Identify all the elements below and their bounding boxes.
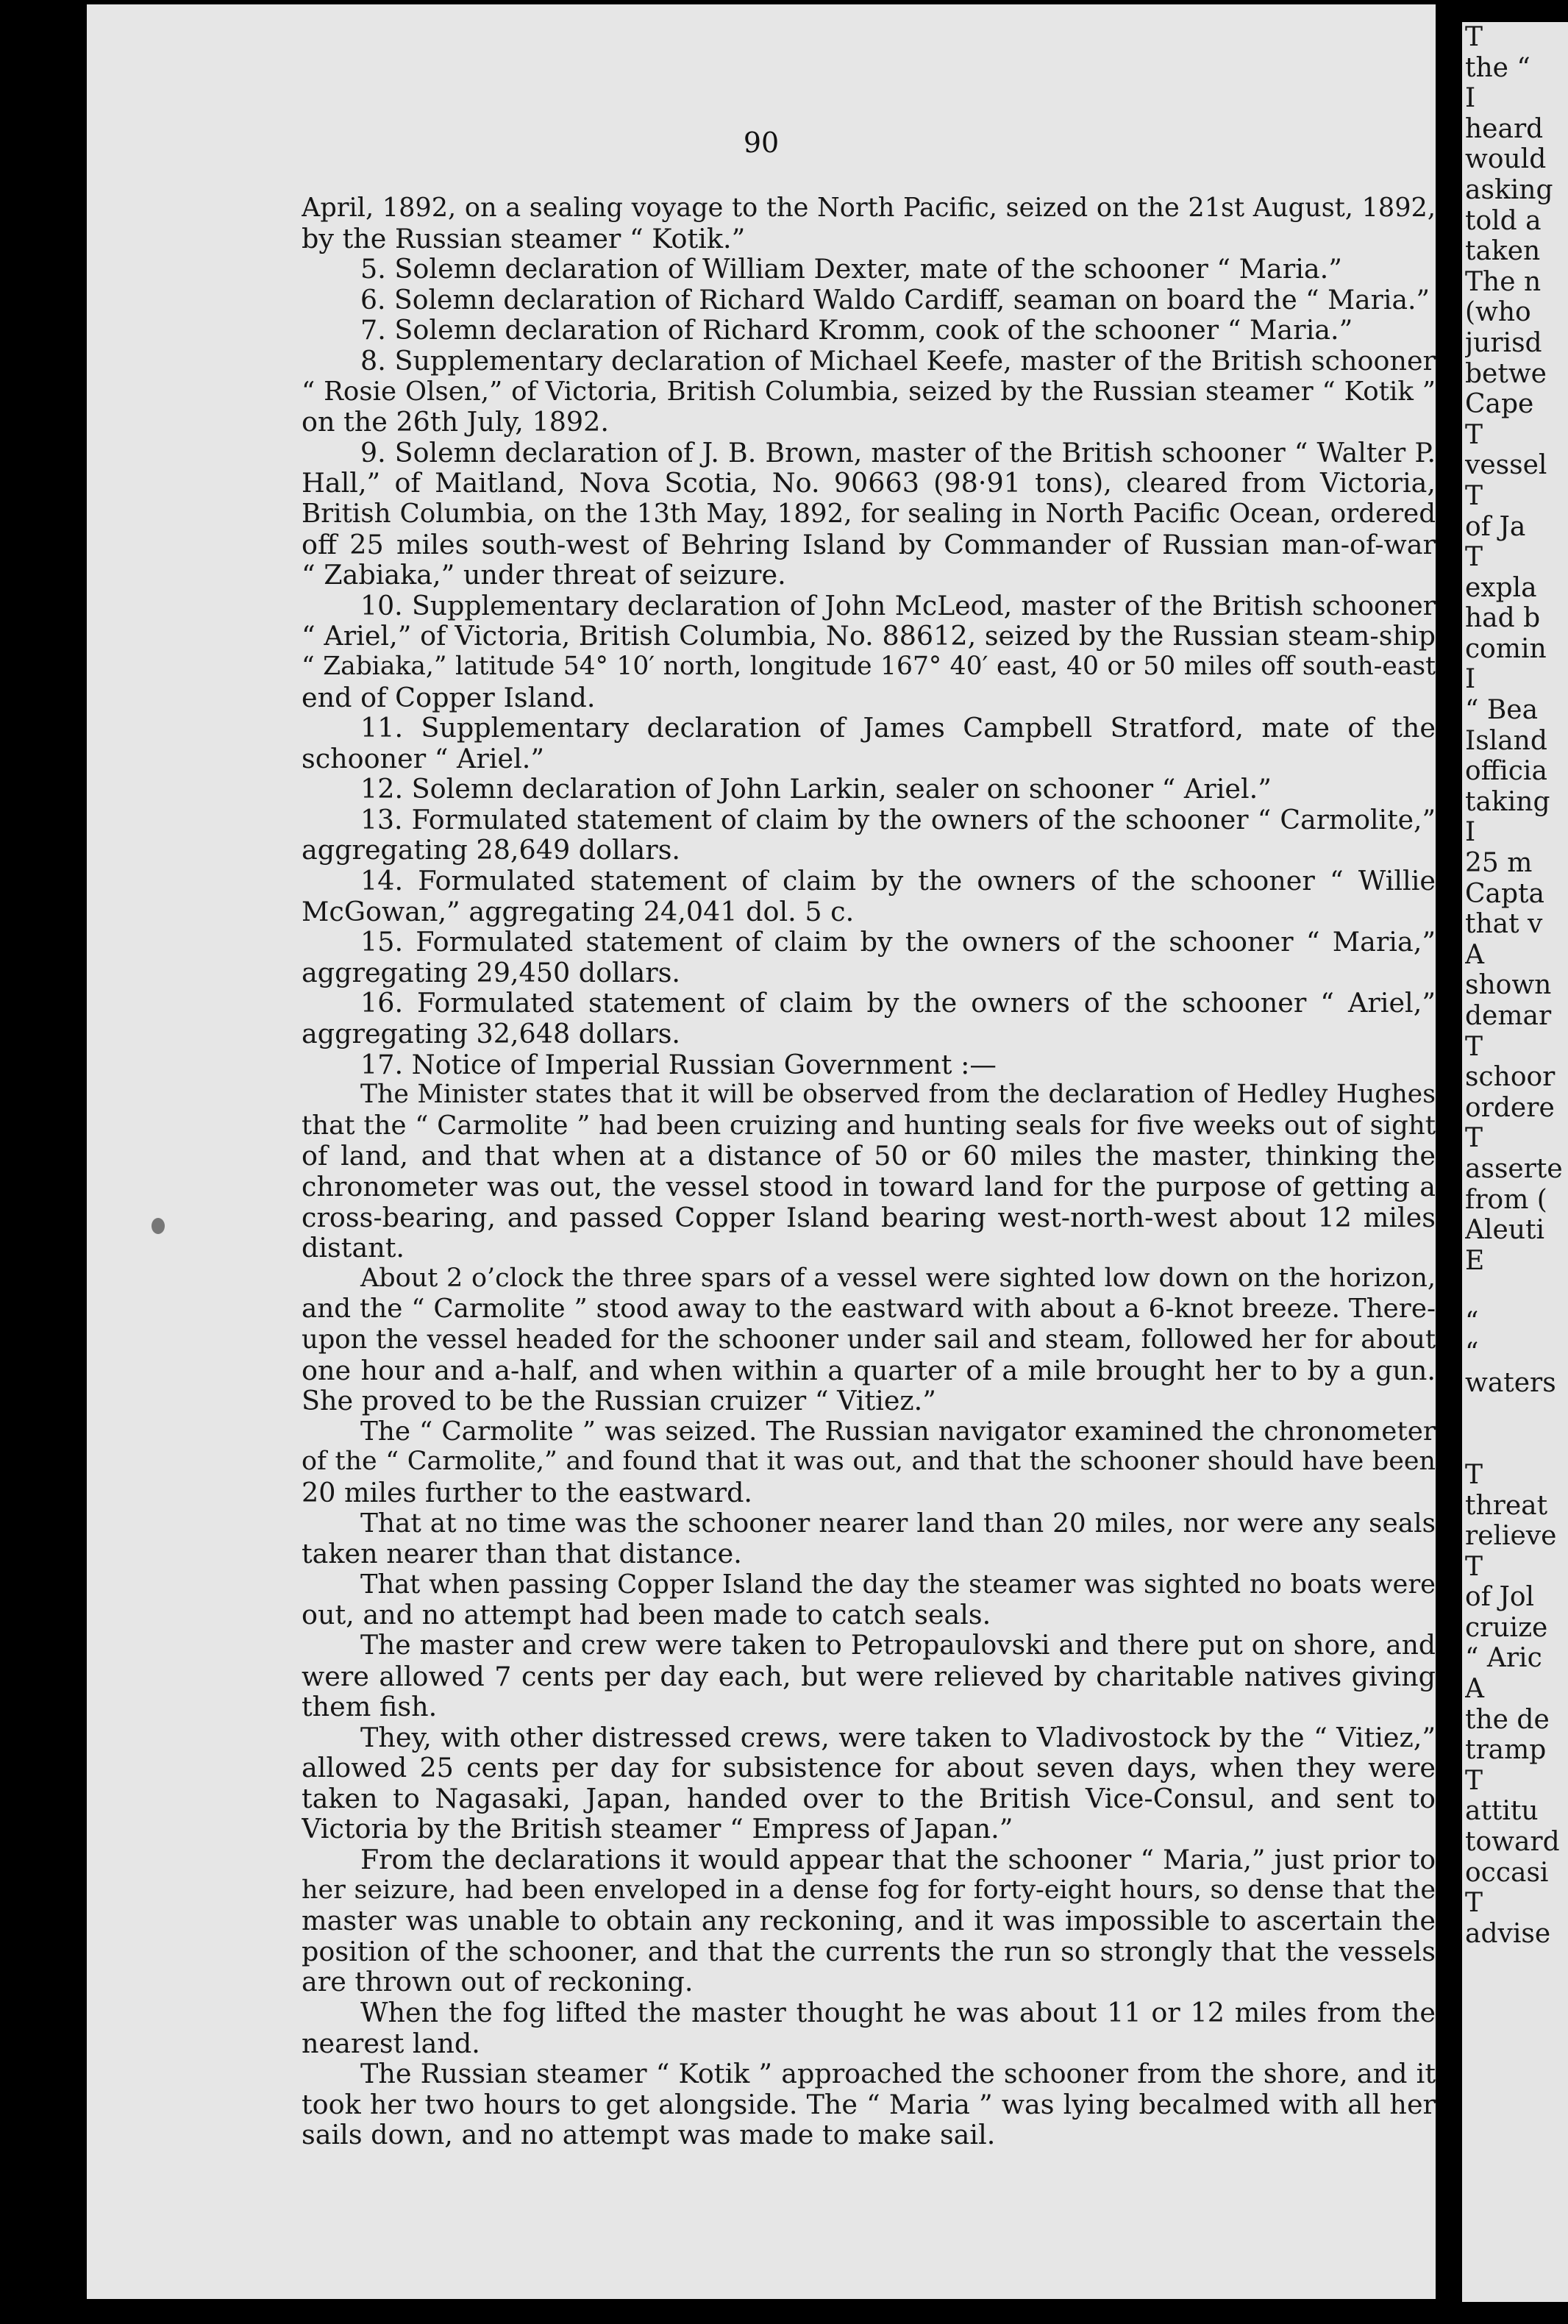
adjacent-text-line: T: [1465, 22, 1483, 52]
adjacent-text-line: attitu: [1465, 1796, 1539, 1827]
adjacent-text-line: the “: [1465, 52, 1530, 83]
text-line: cross-bearing, and passed Copper Island bearing west-north-west about 12 miles: [302, 1202, 1436, 1233]
text-line: About 2 o’clock the three spars of a vessel were sighted low down on the horizon,: [360, 1263, 1436, 1293]
body-text: [302, 193, 1436, 2150]
adjacent-text-line: shown: [1465, 970, 1552, 1001]
text-line: by the Russian steamer “ Kotik.”: [302, 223, 746, 254]
text-line: were allowed 7 cents per day each, but were relieved by charitable natives giving: [302, 1661, 1436, 1692]
adjacent-text-line: the de: [1465, 1704, 1550, 1735]
text-line: When the fog lifted the master thought he was about 11 or 12 miles from the: [360, 1997, 1436, 2028]
adjacent-text-line: A: [1465, 939, 1484, 970]
adjacent-text-line: occasi: [1465, 1857, 1549, 1888]
text-line: 7. Solemn declaration of Richard Kromm, cook of the schooner “ Maria.”: [360, 315, 1353, 346]
adjacent-text-line: comin: [1465, 633, 1547, 664]
text-line: 13. Formulated statement of claim by the owners of the schooner “ Carmolite,”: [360, 804, 1436, 835]
adjacent-text-line: E: [1465, 1245, 1485, 1276]
text-line: taken nearer than that distance.: [302, 1539, 742, 1569]
adjacent-text-line: T: [1465, 1551, 1483, 1582]
adjacent-text-line: cruize: [1465, 1612, 1548, 1643]
adjacent-text-line: [1465, 1399, 1568, 1430]
text-line: 17. Notice of Imperial Russian Government :—: [360, 1049, 997, 1080]
text-line: sails down, and no attempt was made to make sail.: [302, 2120, 996, 2150]
adjacent-text-line: T: [1465, 542, 1483, 573]
text-line: Hall,” of Maitland, Nova Scotia, No. 90663 (98·91 tons), cleared from Victoria,: [302, 468, 1436, 499]
adjacent-text-line: T: [1465, 1459, 1483, 1490]
document-page: [87, 4, 1436, 2299]
text-line: 14. Formulated statement of claim by the owners of the schooner “ Willie: [360, 866, 1436, 897]
adjacent-text-line: relieve: [1465, 1521, 1557, 1552]
adjacent-text-line: “ Aric: [1465, 1643, 1542, 1674]
text-line: them fish.: [302, 1692, 438, 1722]
text-line: The Russian steamer “ Kotik ” approached the schooner from the shore, and it: [360, 2059, 1436, 2089]
text-line: off 25 miles south-west of Behring Island by Commander of Russian man-of-war: [302, 529, 1436, 560]
text-line: That at no time was the schooner nearer land than 20 miles, nor were any seals: [360, 1508, 1436, 1539]
text-line: 10. Supplementary declaration of John McLeod, master of the British schooner: [360, 590, 1436, 621]
text-line: 11. Supplementary declaration of James Campbell Stratford, mate of the: [360, 713, 1436, 744]
text-line: master was unable to obtain any reckoning, and it was impossible to ascertain the: [302, 1906, 1436, 1936]
text-line: “ Rosie Olsen,” of Victoria, British Columbia, seized by the Russian steamer “ Kotik ”: [302, 376, 1436, 407]
adjacent-page-edge: [1462, 22, 1568, 2302]
text-line: end of Copper Island.: [302, 682, 596, 713]
adjacent-text-line: from (: [1465, 1184, 1547, 1215]
adjacent-text-line: toward: [1465, 1827, 1560, 1858]
text-line: allowed 25 cents per day for subsistence for about seven days, when they were: [302, 1753, 1436, 1783]
text-line: “ Zabiaka,” latitude 54° 10′ north, longitude 167° 40′ east, 40 or 50 miles off south-east: [302, 651, 1436, 681]
text-line: 20 miles further to the eastward.: [302, 1477, 753, 1508]
adjacent-text-line: T: [1465, 1031, 1483, 1062]
adjacent-text-line: 25 m: [1465, 848, 1533, 879]
adjacent-text-line: T: [1465, 1765, 1483, 1796]
adjacent-text-line: officia: [1465, 756, 1547, 787]
page-number: 90: [743, 126, 780, 159]
text-line: 9. Solemn declaration of J. B. Brown, master of the British schooner “ Walter P.: [360, 437, 1436, 468]
adjacent-text-line: T: [1465, 1888, 1483, 1919]
text-line: position of the schooner, and that the currents the run so strongly that the vessels: [302, 1936, 1436, 1967]
adjacent-text-line: demar: [1465, 1001, 1552, 1031]
adjacent-text-line: would: [1465, 144, 1547, 175]
adjacent-text-line: expla: [1465, 572, 1537, 603]
text-line: 5. Solemn declaration of William Dexter, mate of the schooner “ Maria.”: [360, 254, 1342, 285]
text-line: nearest land.: [302, 2028, 480, 2059]
ink-blot: [152, 1218, 165, 1234]
adjacent-text-line: betwe: [1465, 358, 1547, 389]
adjacent-page-text: [1465, 22, 1568, 1949]
adjacent-text-line: threat: [1465, 1490, 1548, 1521]
adjacent-text-line: Cape: [1465, 389, 1534, 420]
text-line: British Columbia, on the 13th May, 1892, for sealing in North Pacific Ocean, ordered: [302, 498, 1436, 529]
text-line: The master and crew were taken to Petropaulovski and there put on shore, and: [360, 1630, 1436, 1661]
text-line: Victoria by the British steamer “ Empress of Japan.”: [302, 1814, 1013, 1845]
text-line: and the “ Carmolite ” stood away to the eastward with about a 6-knot breeze. There-: [302, 1294, 1436, 1325]
text-line: that the “ Carmolite ” had been cruizing and hunting seals for five weeks out of sight: [302, 1110, 1436, 1141]
text-line: one hour and a-half, and when within a quarter of a mile brought her to by a gun.: [302, 1355, 1436, 1386]
text-line: McGowan,” aggregating 24,041 dol. 5 c.: [302, 896, 855, 927]
adjacent-text-line: asserte: [1465, 1153, 1563, 1184]
adjacent-text-line: “: [1465, 1306, 1479, 1337]
adjacent-text-line: tramp: [1465, 1735, 1547, 1766]
adjacent-text-line: [1465, 1429, 1568, 1460]
adjacent-text-line: heard: [1465, 113, 1544, 144]
adjacent-text-line: T: [1465, 419, 1483, 450]
text-line: upon the vessel headed for the schooner under sail and steam, followed her for about: [302, 1324, 1436, 1355]
adjacent-text-line: ordere: [1465, 1092, 1555, 1123]
text-line: The Minister states that it will be observed from the declaration of Hedley Hughes: [360, 1080, 1436, 1110]
text-line: chronometer was out, the vessel stood in toward land for the purpose of getting a: [302, 1172, 1436, 1202]
text-line: 8. Supplementary declaration of Michael Keefe, master of the British schooner: [360, 345, 1436, 377]
adjacent-text-line: (who: [1465, 297, 1531, 328]
adjacent-text-line: taking: [1465, 786, 1550, 817]
adjacent-text-line: jurisd: [1465, 327, 1542, 358]
text-line: took her two hours to get alongside. The “ Maria ” was lying becalmed with all her: [302, 2089, 1436, 2120]
text-line: She proved to be the Russian cruizer “ Vitiez.”: [302, 1386, 936, 1416]
text-line: of land, and that when at a distance of 50 or 60 miles the master, thinking the: [302, 1141, 1436, 1172]
text-line: 6. Solemn declaration of Richard Waldo Cardiff, seaman on board the “ Maria.”: [360, 284, 1430, 316]
text-line: aggregating 28,649 dollars.: [302, 835, 681, 866]
adjacent-text-line: of Ja: [1465, 511, 1526, 542]
text-line: “ Zabiaka,” under threat of seizure.: [302, 560, 786, 591]
text-line: are thrown out of reckoning.: [302, 1967, 694, 1998]
adjacent-text-line: The n: [1465, 266, 1542, 297]
adjacent-text-line: of Jol: [1465, 1582, 1535, 1613]
adjacent-text-line: “ Bea: [1465, 695, 1539, 726]
adjacent-text-line: asking: [1465, 174, 1553, 205]
text-line: aggregating 29,450 dollars.: [302, 957, 681, 988]
text-line: schooner “ Ariel.”: [302, 743, 545, 774]
text-line: taken to Nagasaki, Japan, handed over to the British Vice-Consul, and sent to: [302, 1783, 1436, 1814]
adjacent-text-line: “: [1465, 1337, 1479, 1368]
adjacent-text-line: told a: [1465, 205, 1542, 236]
text-line: on the 26th July, 1892.: [302, 407, 609, 438]
text-line: From the declarations it would appear that the schooner “ Maria,” just prior to: [360, 1844, 1436, 1875]
adjacent-text-line: had b: [1465, 603, 1541, 634]
adjacent-text-line: [1465, 1276, 1568, 1307]
adjacent-text-line: A: [1465, 1674, 1484, 1705]
adjacent-text-line: Island: [1465, 725, 1547, 756]
text-line: They, with other distressed crews, were taken to Vladivostock by the “ Vitiez,”: [360, 1722, 1436, 1753]
adjacent-text-line: Capta: [1465, 878, 1544, 909]
adjacent-text-line: waters: [1465, 1368, 1556, 1399]
adjacent-text-line: that v: [1465, 909, 1543, 940]
text-line: 15. Formulated statement of claim by the owners of the schooner “ Maria,”: [360, 927, 1436, 958]
adjacent-text-line: I: [1465, 664, 1476, 695]
adjacent-text-line: T: [1465, 480, 1483, 511]
text-line: distant.: [302, 1233, 405, 1263]
adjacent-text-line: advise: [1465, 1918, 1551, 1949]
adjacent-text-line: Aleuti: [1465, 1215, 1544, 1246]
text-line: The “ Carmolite ” was seized. The Russian navigator examined the chronometer: [360, 1416, 1436, 1447]
text-line: her seizure, had been enveloped in a dense fog for forty-eight hours, so dense that the: [302, 1875, 1436, 1905]
adjacent-text-line: T: [1465, 1123, 1483, 1154]
adjacent-text-line: taken: [1465, 236, 1541, 267]
adjacent-text-line: schoor: [1465, 1062, 1555, 1093]
text-line: 12. Solemn declaration of John Larkin, sealer on schooner “ Ariel.”: [360, 774, 1272, 805]
text-line: of the “ Carmolite,” and found that it was out, and that the schooner should have been: [302, 1447, 1436, 1477]
text-line: aggregating 32,648 dollars.: [302, 1019, 681, 1049]
adjacent-text-line: I: [1465, 83, 1476, 114]
text-line: “ Ariel,” of Victoria, British Columbia, No. 88612, seized by the Russian steam-ship: [302, 621, 1436, 652]
adjacent-text-line: I: [1465, 817, 1476, 848]
text-line: 16. Formulated statement of claim by the owners of the schooner “ Ariel,”: [360, 988, 1436, 1019]
adjacent-text-line: vessel: [1465, 450, 1547, 481]
text-line: April, 1892, on a sealing voyage to the North Pacific, seized on the 21st August, 1892,: [302, 193, 1436, 223]
text-line: out, and no attempt had been made to catch seals.: [302, 1600, 991, 1630]
text-line: That when passing Copper Island the day the steamer was sighted no boats were: [360, 1569, 1436, 1600]
